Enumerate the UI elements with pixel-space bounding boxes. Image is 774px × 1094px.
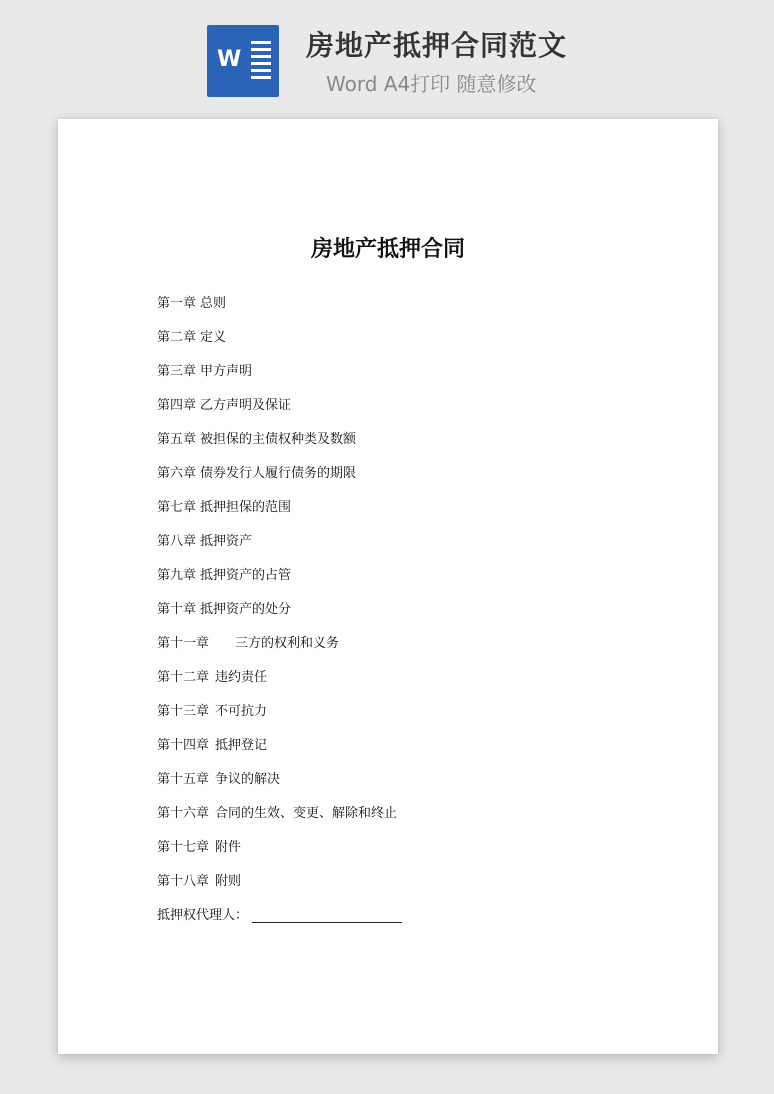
chapter-name: 被担保的主债权种类及数额 xyxy=(200,432,357,447)
chapter-number: 第十七章 xyxy=(157,840,210,855)
toc-item xyxy=(157,836,677,870)
header xyxy=(0,0,774,110)
chapter-number: 第八章 xyxy=(157,534,197,549)
toc-item xyxy=(157,768,677,802)
chapter-name: 违约责任 xyxy=(215,670,268,685)
toc-item xyxy=(157,462,677,496)
toc-item xyxy=(157,598,677,632)
chapter-name: 抵押资产 xyxy=(200,534,253,549)
word-icon xyxy=(207,25,279,97)
chapter-number: 第九章 xyxy=(157,568,197,583)
chapter-number: 第一章 xyxy=(157,296,197,311)
chapter-name: 抵押登记 xyxy=(215,738,268,753)
toc-item xyxy=(157,632,677,666)
document-title: 房地产抵押合同 xyxy=(310,237,465,262)
chapter-number: 第十五章 xyxy=(157,772,210,787)
toc-item xyxy=(157,496,677,530)
chapter-number: 第十一章 xyxy=(157,636,210,651)
chapter-name: 三方的权利和义务 xyxy=(235,636,340,651)
agent-signature-line xyxy=(157,904,677,938)
toc-item xyxy=(157,326,677,360)
document-page xyxy=(58,119,718,1054)
chapter-number: 第四章 xyxy=(157,398,197,413)
chapter-name: 总则 xyxy=(200,296,227,311)
toc-item xyxy=(157,292,677,326)
toc-item xyxy=(157,802,677,836)
chapter-name: 乙方声明及保证 xyxy=(200,398,292,413)
chapter-name: 附则 xyxy=(215,874,242,889)
chapter-name: 定义 xyxy=(200,330,227,345)
chapter-number: 第十四章 xyxy=(157,738,210,753)
chapter-name: 甲方声明 xyxy=(200,364,253,379)
page-title: 房地产抵押合同范文 xyxy=(306,29,568,62)
chapter-name: 抵押资产的占管 xyxy=(200,568,292,583)
chapter-name: 争议的解决 xyxy=(215,772,281,787)
toc-item xyxy=(157,564,677,598)
chapter-name: 合同的生效、变更、解除和终止 xyxy=(215,806,398,821)
agent-label: 抵押权代理人： xyxy=(157,908,249,923)
chapter-number: 第十三章 xyxy=(157,704,210,719)
table-of-contents xyxy=(157,292,677,938)
chapter-number: 第三章 xyxy=(157,364,197,379)
chapter-name: 抵押资产的处分 xyxy=(200,602,292,617)
word-logo-letter: W xyxy=(217,47,242,72)
toc-item xyxy=(157,666,677,700)
toc-item xyxy=(157,394,677,428)
toc-item xyxy=(157,870,677,904)
toc-item xyxy=(157,734,677,768)
chapter-number: 第十章 xyxy=(157,602,197,617)
toc-item xyxy=(157,530,677,564)
chapter-number: 第七章 xyxy=(157,500,197,515)
chapter-number: 第十二章 xyxy=(157,670,210,685)
chapter-name: 不可抗力 xyxy=(215,704,268,719)
chapter-name: 附件 xyxy=(215,840,242,855)
page-subtitle: Word A4打印 随意修改 xyxy=(326,72,537,96)
toc-item xyxy=(157,360,677,394)
chapter-number: 第六章 xyxy=(157,466,197,481)
agent-blank-field[interactable] xyxy=(252,908,402,923)
chapter-number: 第十六章 xyxy=(157,806,210,821)
chapter-number: 第十八章 xyxy=(157,874,210,889)
toc-item xyxy=(157,428,677,462)
chapter-name: 抵押担保的范围 xyxy=(200,500,292,515)
chapter-number: 第二章 xyxy=(157,330,197,345)
chapter-name: 债券发行人履行债务的期限 xyxy=(200,466,357,481)
toc-item xyxy=(157,700,677,734)
chapter-number: 第五章 xyxy=(157,432,197,447)
word-logo-lines xyxy=(251,41,271,83)
